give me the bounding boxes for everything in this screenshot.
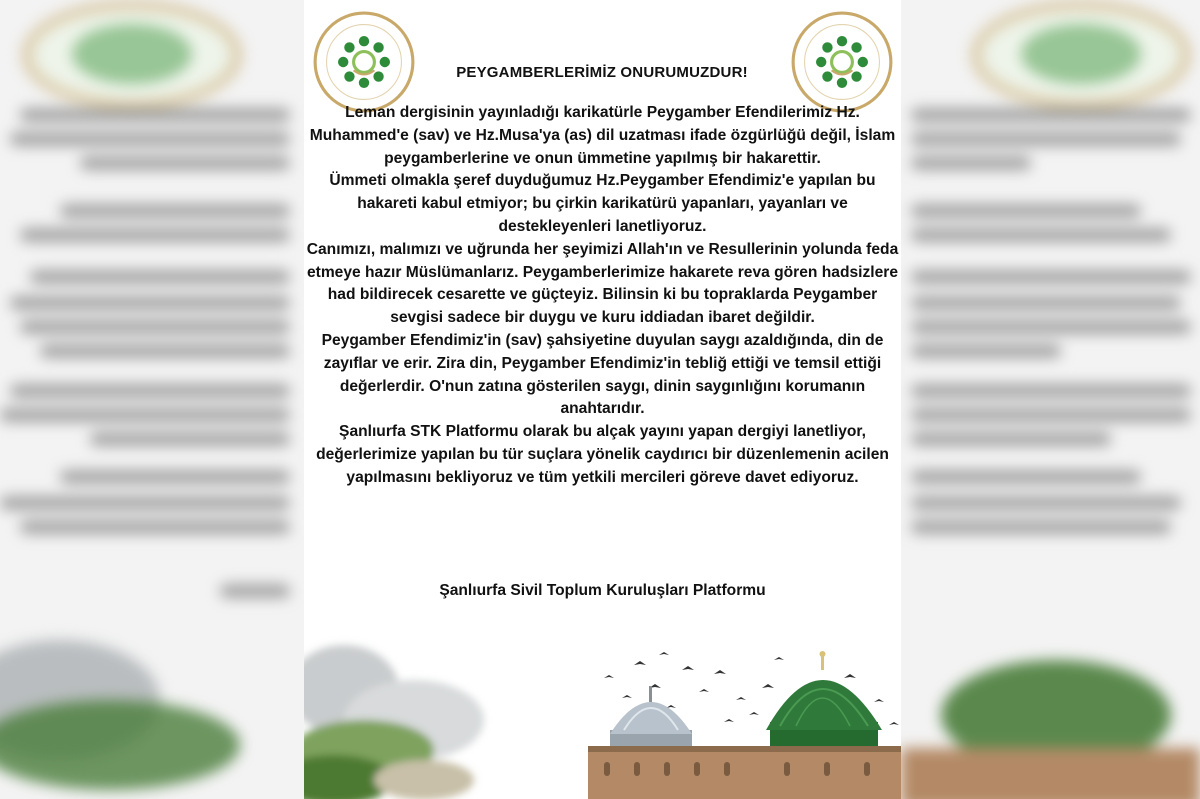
- paragraph-1: Leman dergisinin yayınladığı karikatürle Peygamber Efendilerimiz Hz. Muhammed'e (sav) ve Hz.Musa'ya (as) dil uzatması ifade özgürlüğü değil, İslam peygamberlerine ve onun ümmetine yapılmış bir hakarettir.: [309, 104, 896, 167]
- paragraph-4: Peygamber Efendimiz'in (sav) şahsiyetine duyulan saygı azaldığında, din de zayıflar ve erir. Zira din, Peygamber Efendimiz'in tebliğ ettiği ve temsil ettiği değerlerdir. O'nun zatına gösterilen saygı, dinin saygınlığını korumanın anahtarıdır.: [321, 331, 884, 418]
- paragraph-3: Canımızı, malımızı ve uğrunda her şeyimizi Allah'ın ve Resullerinin yolunda feda etmeye hazır Müslümanlarız. Peygamberlerimize hakarete reva gören hadsizlere had bildirecek cesarette ve güçteyiz. Bilinsin ki bu topraklarda Peygamber sevgisi sadece bir duygu ve kuru iddiadan ibaret değildir.: [306, 240, 899, 327]
- mosque-wall: [588, 746, 901, 799]
- paragraph-5: Şanlıurfa STK Platformu olarak bu alçak yayını yapan dergiyi lanetliyor, değerlerimize yapılan bu tür suçlara yönelik caydırıcı bir düzenlemenin acilen yapılmasını bekliyoruz ve tüm yetkili mercileri göreve davet ediyoruz.: [316, 423, 889, 486]
- watercolor-smoke: [304, 645, 484, 799]
- platform-logo-right: [790, 10, 894, 114]
- mosque-illustration: [304, 630, 901, 799]
- blurred-background-right: [901, 0, 1200, 799]
- statement-body: [304, 102, 901, 490]
- statement-poster: [304, 0, 901, 799]
- paragraph-2: Ümmeti olmakla şeref duyduğumuz Hz.Peygamber Efendimiz'e yapılan bu hakareti kabul etmiyor; bu çirkin karikatürü yapanları, yayanları ve destekleyenleri lanetliyoruz.: [329, 172, 876, 235]
- blurred-background-left: [0, 0, 304, 799]
- silver-dome: [610, 686, 692, 752]
- poster-headline: PEYGAMBERLERİMİZ ONURUMUZDUR!: [456, 64, 748, 81]
- green-dome: [766, 651, 882, 748]
- platform-logo-left: [312, 10, 416, 114]
- signature: Şanlıurfa Sivil Toplum Kuruluşları Platformu: [439, 582, 766, 599]
